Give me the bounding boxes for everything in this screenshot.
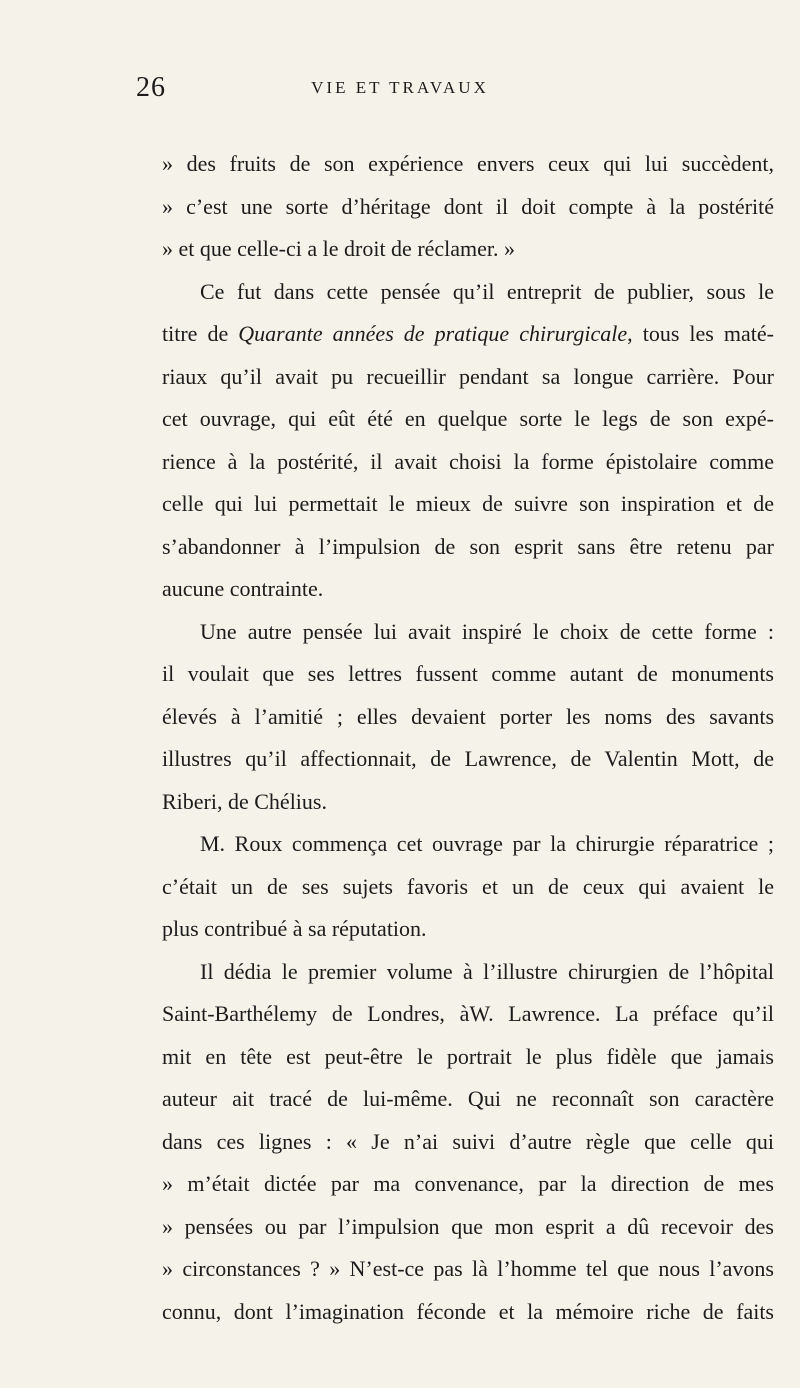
text-line [162,313,774,356]
text-line: il voulait que ses lettres fussent comme autant de monuments [162,661,774,686]
text-line: rience à la postérité, il avait choisi la forme épistolaire comme [162,448,774,474]
paragraph-start-line: Il dédia le premier volume à l’illustre chirurgien de l’hôpital [200,958,774,984]
text-fragment: titre de [162,321,229,346]
body-text [162,143,774,1333]
text-line: plus contribué à sa réputation. [162,916,427,941]
text-line: cet ouvrage, qui eût été en quelque sorte le legs de son expé- [162,406,774,431]
text-line: » c’est une sorte d’héritage dont il doit compte à la postérité [162,193,774,219]
page-number: 26 [136,72,166,103]
text-line: » des fruits de son expérience envers ceux qui lui succèdent, [162,151,774,176]
text-line: c’était un de ses sujets favoris et un de ceux qui avaient le [162,873,774,899]
text-line: mit en tête est peut-être le portrait le plus fidèle que jamais [162,1043,774,1069]
text-line: Riberi, de Chélius. [162,788,327,814]
text-line: élevés à l’amitié ; elles devaient porter les noms des savants [162,703,774,729]
page-header [0,66,800,116]
text-line: » pensées ou par l’impulsion que mon esprit a dû recevoir des [162,1213,774,1239]
text-line: auteur ait tracé de lui-même. Qui ne reconnaît son caractère [162,1086,774,1111]
text-line: Saint-Barthélemy de Londres, àW. Lawrence. La préface qu’il [162,1001,774,1026]
paragraph-start-line: M. Roux commença cet ouvrage par la chirurgie réparatrice ; [200,831,774,856]
paragraph-start-line: Ce fut dans cette pensée qu’il entreprit de publier, sous le [200,278,774,304]
text-line: » circonstances ? » N’est-ce pas là l’homme tel que nous l’avons [162,1256,774,1281]
running-title: VIE ET TRAVAUX [311,78,489,97]
text-line: celle qui lui permettait le mieux de suivre son inspiration et de [162,491,774,516]
text-line: illustres qu’il affectionnait, de Lawrence, de Valentin Mott, de [162,746,774,771]
text-line: » m’était dictée par ma convenance, par la direction de mes [162,1171,774,1196]
text-fragment: , tous les maté- [627,321,774,346]
text-line: s’abandonner à l’impulsion de son esprit sans être retenu par [162,533,774,559]
text-line: riaux qu’il avait pu recueillir pendant sa longue carrière. Pour [162,363,774,389]
book-title-italic: Quarante années de pratique chirurgicale [238,321,628,346]
text-line: connu, dont l’imagination féconde et la mémoire riche de faits [162,1298,774,1324]
text-line: dans ces lignes : « Je n’ai suivi d’autre règle que celle qui [162,1128,774,1154]
paragraph-start-line: Une autre pensée lui avait inspiré le choix de cette forme : [200,618,774,644]
text-line: » et que celle-ci a le droit de réclamer. » [162,236,516,261]
text-line: aucune contrainte. [162,576,324,601]
